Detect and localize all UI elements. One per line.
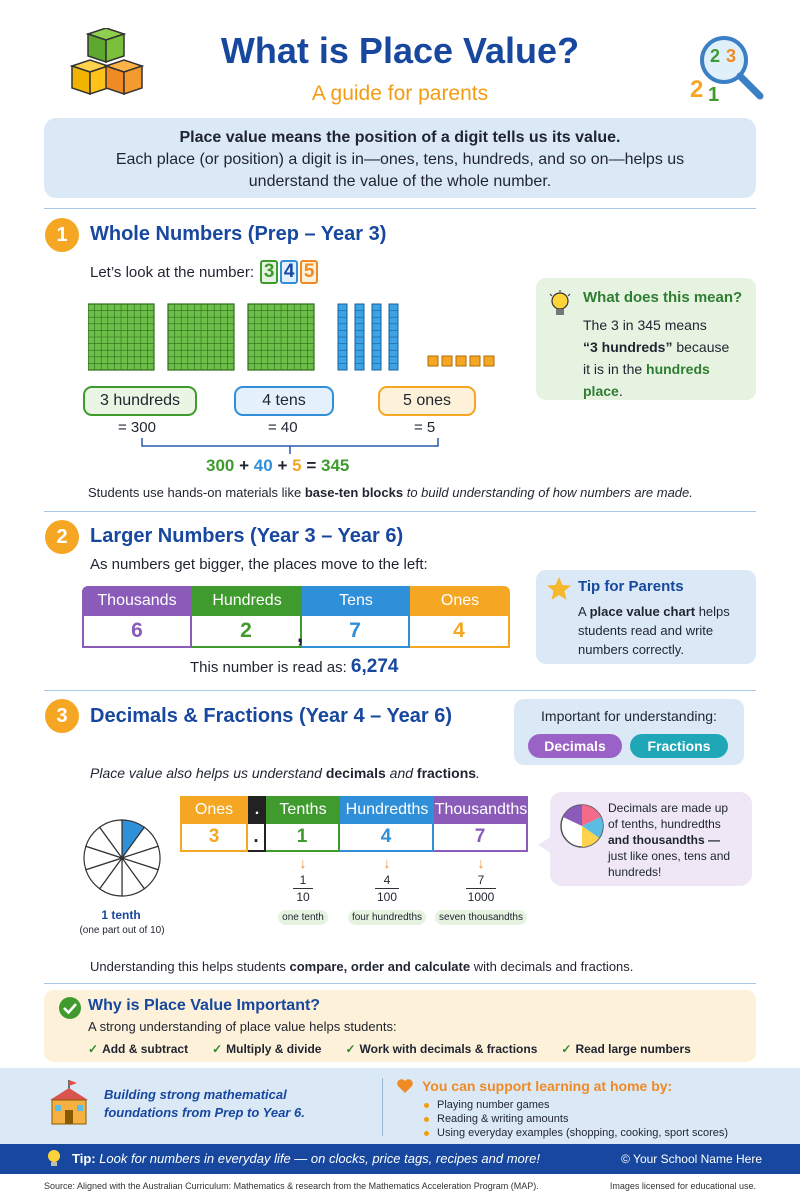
why-box	[44, 990, 756, 1062]
base-ten-blocks	[88, 300, 508, 372]
why-item-label: Work with decimals & fractions	[359, 1042, 538, 1056]
sum-equation	[206, 456, 349, 476]
hundreds-value: = 300	[118, 419, 156, 436]
ten-rod	[372, 304, 381, 370]
bullet-icon	[424, 1131, 429, 1136]
divider	[44, 690, 756, 691]
tip-line	[578, 602, 730, 621]
divider	[44, 983, 756, 984]
tens-label: 4 tens	[234, 386, 334, 416]
pv-header: Ones	[410, 586, 510, 616]
pv-header: Tens	[302, 586, 410, 616]
decimals-chip: Decimals	[528, 734, 622, 758]
intro-line3: understand the value of the whole number.	[248, 173, 552, 190]
school-credit: © Your School Name Here	[621, 1152, 762, 1166]
tip-line-part: helps	[695, 604, 730, 619]
dc-value: 3	[180, 824, 248, 852]
meaning-line-part: .	[618, 383, 623, 399]
tip-box	[536, 570, 756, 664]
support-band	[0, 1068, 800, 1144]
check-icon: ✓	[561, 1042, 572, 1056]
fraction-label: one tenth	[278, 910, 328, 925]
meaning-line	[583, 380, 729, 402]
dc-header: Hundredths	[340, 796, 434, 824]
important-box	[514, 699, 744, 765]
note-bold: base-ten blocks	[304, 485, 404, 500]
fraction-tenths	[266, 855, 340, 925]
eq-tens: 40	[253, 456, 273, 475]
hundreds-label: 3 hundreds	[83, 386, 197, 416]
sum-bracket	[140, 436, 440, 456]
lead-part: .	[476, 765, 480, 781]
lead-bold: decimals	[325, 765, 386, 781]
eq-plus: +	[239, 456, 250, 475]
page-subtitle: A guide for parents	[311, 82, 489, 105]
pie-sublabel: (one part out of 10)	[79, 925, 165, 936]
one-cube	[484, 356, 494, 366]
lead-bold: fractions	[416, 765, 477, 781]
ones-label: 5 ones	[378, 386, 476, 416]
why-item-label: Read large numbers	[575, 1042, 691, 1056]
meaning-bold: hundreds	[646, 361, 710, 377]
bubble-text	[608, 800, 730, 880]
meaning-line	[583, 358, 729, 380]
meaning-title: What does this mean?	[583, 289, 743, 306]
source-text: Source: Aligned with the Australian Curriculum: Mathematics & research from the Mathematics Acceleration Program (MAP).	[44, 1181, 539, 1191]
meaning-text	[583, 314, 729, 402]
digit-box: 3	[260, 260, 278, 284]
pv-value: 6	[82, 616, 192, 648]
support-item-label: Playing number games	[437, 1099, 550, 1111]
pv-value: 7	[302, 616, 410, 648]
pv-header: Hundreds	[192, 586, 302, 616]
dc-header: Ones	[180, 796, 248, 824]
check-icon: ✓	[88, 1042, 99, 1056]
dc-header: Thousandths	[434, 796, 528, 824]
magnifier-icon	[688, 32, 778, 104]
section-number: 2	[45, 520, 79, 554]
fraction-hundredths	[340, 855, 434, 925]
bubble-line: hundreds!	[608, 865, 662, 879]
down-arrow-icon: ↓	[477, 855, 485, 871]
foundation-text: Building strong mathematical foundations from Prep to Year 6.	[104, 1087, 305, 1120]
fraction-thousandths	[434, 855, 528, 925]
read-as-label: This number is read as:	[190, 659, 347, 676]
meaning-line: The 3 in 345 means	[583, 317, 707, 333]
fraction-num: 4	[383, 873, 391, 887]
lightbulb-icon	[548, 290, 572, 320]
pv-value: 2	[192, 616, 302, 648]
dc-value: .	[248, 824, 266, 852]
note-bold: compare, order and calculate	[289, 959, 471, 974]
one-cube	[456, 356, 466, 366]
hundred-flat	[168, 304, 234, 370]
support-item-label: Reading & writing amounts	[437, 1113, 569, 1125]
fraction-label: four hundredths	[348, 910, 426, 925]
section-title: Decimals & Fractions (Year 4 – Year 6)	[90, 705, 453, 727]
tip-bar	[0, 1144, 800, 1174]
support-item	[424, 1098, 728, 1112]
heart-icon	[396, 1078, 414, 1094]
eq-total: 345	[320, 456, 350, 475]
dc-header: .	[248, 796, 266, 824]
tip-line: students read and write	[578, 623, 714, 638]
hundred-flat	[248, 304, 314, 370]
intro-box	[44, 118, 756, 198]
bubble-line: Decimals are made up	[608, 801, 729, 815]
support-title: You can support learning at home by:	[422, 1078, 673, 1094]
support-item	[424, 1112, 728, 1126]
section-title: Whole Numbers (Prep – Year 3)	[90, 223, 387, 245]
tip-text	[578, 602, 730, 659]
digit-box: 4	[280, 260, 298, 284]
intro-line1: Place value means the position of a digit tells us its value.	[179, 129, 621, 146]
bullet-icon	[424, 1117, 429, 1122]
why-item	[88, 1042, 188, 1056]
meaning-bold: “3 hundreds”	[583, 339, 673, 355]
bubble-line: of tenths, hundredths	[608, 817, 721, 831]
tip-bold: place value chart	[589, 604, 696, 619]
magnifier-digit: 2	[710, 46, 721, 66]
tip-text: Look for numbers in everyday life — on clocks, price tags, recipes and more!	[95, 1151, 540, 1166]
lead-text: Let’s look at the number:	[90, 264, 254, 281]
band-divider	[382, 1078, 383, 1136]
bubble-line: and thousandths —	[608, 833, 720, 847]
dc-value: 7	[434, 824, 528, 852]
tens-value: = 40	[268, 419, 298, 436]
down-arrow-icon: ↓	[383, 855, 391, 871]
meaning-line	[583, 336, 729, 358]
note-post: to build understanding of how numbers are made.	[406, 485, 693, 500]
important-title: Important for understanding:	[541, 708, 717, 724]
why-item	[561, 1042, 690, 1056]
fraction-bar	[375, 888, 399, 889]
tip-line-part: A	[578, 604, 590, 619]
check-circle-icon	[58, 996, 82, 1020]
star-icon	[546, 576, 572, 602]
dc-header: Tenths	[266, 796, 340, 824]
pv-header: Thousands	[82, 586, 192, 616]
pie-label: 1 tenth	[101, 908, 141, 922]
why-lead: A strong understanding of place value helps students:	[88, 1019, 397, 1034]
note-pre: Understanding this helps students	[90, 959, 290, 974]
read-as-value: 6,274	[350, 656, 399, 677]
digit-box: 5	[300, 260, 318, 284]
ten-rod	[389, 304, 398, 370]
bullet-icon	[424, 1103, 429, 1108]
section-lead	[90, 260, 318, 284]
tip-label: Tip:	[72, 1151, 96, 1166]
down-arrow-icon: ↓	[299, 855, 307, 871]
meaning-line-part: because	[672, 339, 730, 355]
why-item-label: Multiply & divide	[226, 1042, 322, 1056]
eq-hundreds: 300	[206, 456, 235, 475]
fractions-chip: Fractions	[630, 734, 728, 758]
fraction-den: 100	[376, 890, 398, 904]
fraction-num: 1	[299, 873, 307, 887]
decimal-bubble	[550, 792, 752, 886]
intro-line2: Each place (or position) a digit is in—ones, tens, hundreds, and so on—helps us	[115, 151, 685, 168]
section3-note	[90, 959, 633, 974]
divider	[44, 208, 756, 209]
bubble-line: just like ones, tens and	[608, 849, 731, 863]
section1-note	[88, 485, 693, 500]
fraction-bar	[293, 888, 313, 889]
meaning-line-part: it is in the	[583, 361, 647, 377]
ten-rod	[355, 304, 364, 370]
why-title: Why is Place Value Important?	[88, 997, 321, 1014]
license-text: Images licensed for educational use.	[609, 1181, 756, 1191]
fraction-label: seven thousandths	[435, 910, 527, 925]
tip-line: numbers correctly.	[578, 642, 684, 657]
section-number: 3	[45, 699, 79, 733]
eq-ones: 5	[292, 456, 302, 475]
pv-value: 4	[410, 616, 510, 648]
check-icon: ✓	[212, 1042, 223, 1056]
fraction-den: 1000	[467, 890, 495, 904]
school-icon	[44, 1078, 94, 1128]
support-list	[424, 1098, 728, 1140]
bubble-tail	[538, 836, 552, 854]
tip-bar-text	[72, 1151, 540, 1166]
lightbulb-icon	[46, 1149, 62, 1169]
divider	[44, 511, 756, 512]
page-title: What is Place Value?	[220, 30, 580, 71]
section-lead	[90, 765, 480, 781]
hundred-flat	[88, 304, 154, 370]
ones-value: = 5	[414, 419, 436, 436]
eq-equals: =	[306, 456, 317, 475]
magnifier-digit: 1	[708, 84, 720, 106]
note-post: with decimals and fractions.	[470, 959, 634, 974]
dc-value: 1	[266, 824, 340, 852]
eq-plus: +	[277, 456, 288, 475]
why-item	[345, 1042, 537, 1056]
read-as	[190, 656, 398, 678]
dc-value: 4	[340, 824, 434, 852]
decimal-chart	[180, 796, 528, 852]
fraction-den: 10	[296, 890, 310, 904]
magnifier-digit: 2	[690, 76, 704, 103]
fraction-bar	[466, 888, 496, 889]
why-item	[212, 1042, 321, 1056]
section-title: Larger Numbers (Year 3 – Year 6)	[90, 525, 404, 547]
meaning-box	[536, 278, 756, 400]
meaning-bold: place	[583, 383, 619, 399]
section-number: 1	[45, 218, 79, 252]
one-cube	[428, 356, 438, 366]
pie-chart-icon	[558, 802, 606, 850]
lead-part: and	[385, 765, 417, 781]
one-cube	[442, 356, 452, 366]
tenths-pie	[80, 816, 164, 900]
magnifier-digit: 3	[726, 46, 737, 66]
check-icon: ✓	[345, 1042, 356, 1056]
tip-title: Tip for Parents	[578, 578, 684, 595]
support-item-label: Using everyday examples (shopping, cooking, sport scores)	[437, 1127, 729, 1139]
lead-part: Place value also helps us understand	[90, 765, 326, 781]
why-list	[88, 1042, 691, 1056]
ten-rod	[338, 304, 347, 370]
fraction-num: 7	[477, 873, 485, 887]
place-value-chart	[82, 586, 510, 648]
section-lead: As numbers get bigger, the places move to the left:	[90, 556, 428, 573]
one-cube	[470, 356, 480, 366]
note-pre: Students use hands-on materials like	[88, 485, 302, 500]
support-item	[424, 1126, 728, 1140]
why-item-label: Add & subtract	[102, 1042, 189, 1056]
thousands-comma: ,	[297, 622, 304, 647]
